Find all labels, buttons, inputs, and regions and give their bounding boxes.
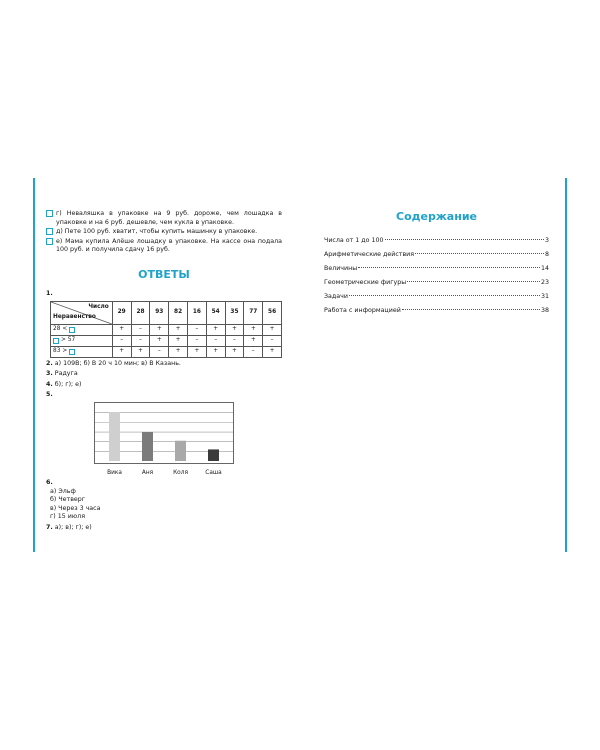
chart-bar-1 [109,413,120,461]
table-row [51,335,282,346]
q3-answer: Радуга [54,370,78,378]
chart-bar-3 [175,441,186,461]
table-number-cell: 16 [187,301,206,324]
table-cell: – [225,335,244,346]
table-row [51,324,282,335]
q5 [46,391,282,400]
toc-leader-dots [385,239,544,240]
row-operator: < [62,325,68,332]
blank-box[interactable] [69,327,75,333]
toc-entry-title: Задачи [324,293,348,300]
q7-number: 7. [46,523,53,531]
table-corner-cell [51,301,113,324]
chart-category-label: Коля [173,470,188,477]
toc-entry[interactable] [324,265,549,272]
toc-entry-title: Величины [324,265,358,272]
q2 [46,360,282,369]
left-accent-line [33,178,35,552]
table-number-cell: 35 [225,301,244,324]
toc-entry[interactable] [324,293,549,300]
table-cell: + [187,346,206,357]
chart-category-label: Саша [205,470,222,477]
row-suffix: 57 [67,336,76,343]
toc-entry-page: 8 [544,251,549,258]
table-cell: – [187,324,206,335]
option-g-checkbox[interactable] [46,210,53,217]
toc-entry[interactable] [324,279,549,286]
table-cell: + [244,335,263,346]
option-e-checkbox[interactable] [46,238,53,245]
row-label-cell [51,335,113,346]
q1-number: 1. [46,290,53,298]
option-d [46,228,282,237]
toc-entry[interactable] [324,251,549,258]
q4-number: 4. [46,380,53,388]
table-cell: – [206,335,225,346]
table-number-cell: 77 [244,301,263,324]
answers-title: ОТВЕТЫ [138,267,190,281]
table-cell: + [150,324,169,335]
toc-entry-title: Арифметические действия [324,251,415,258]
table-cell: – [187,335,206,346]
toc-entry[interactable] [324,307,549,314]
toc-leader-dots [402,309,540,310]
row-prefix: 83 [53,347,61,354]
chart-category-labels [94,467,234,477]
q3-number: 3. [46,370,53,378]
bar-chart [94,402,282,478]
row-prefix: 28 [53,325,61,332]
option-d-checkbox[interactable] [46,228,53,235]
table-cell: + [150,335,169,346]
toc-entry-title: Работа с информацией [324,307,401,314]
toc-entry-page: 14 [540,265,549,272]
chart-canvas [94,402,234,464]
q6-item: в) Через 3 часа [50,504,101,512]
table-cell: – [112,335,131,346]
table-cell: + [206,324,225,335]
table-number-cell: 56 [263,301,282,324]
table-cell: + [169,335,188,346]
toc-entry-page: 3 [544,237,549,244]
option-g [46,210,282,227]
table-cell: + [169,324,188,335]
table-cell: + [263,346,282,357]
blank-box[interactable] [69,349,75,355]
toc-entry-title: Числа от 1 до 100 [324,237,384,244]
toc-leader-dots [407,281,540,282]
option-e-text: е) Мама купила Алёше лошадку в упаковке. На кассе она подала 100 руб. и получила сдачу 16 руб. [56,237,282,253]
table-cell: + [225,324,244,335]
inequality-table [50,301,282,358]
q6-number: 6. [46,479,53,487]
option-e [46,238,282,255]
table-number-cell: 93 [150,301,169,324]
q4-answer: б); г); е) [54,380,82,388]
right-page [324,210,549,321]
toc-leader-dots [415,253,544,254]
option-d-text: д) Пете 100 руб. хватит, чтобы купить машинку в упаковке. [56,228,258,235]
toc-entry-page: 31 [540,293,549,300]
table-cell: + [112,346,131,357]
toc-entry-title: Геометрические фигуры [324,279,407,286]
row-operator: > [61,336,66,343]
table-cell: + [206,346,225,357]
toc-entry-page: 23 [540,279,549,286]
table-header-row [51,301,282,324]
table-number-cell: 82 [169,301,188,324]
toc-entry-page: 38 [540,307,549,314]
toc-entry[interactable] [324,237,549,244]
table-cell: – [150,346,169,357]
q4 [46,381,282,390]
table-cell: + [263,324,282,335]
table-cell: + [112,324,131,335]
q6-item: г) 15 июля [50,513,85,521]
q2-answer: а) 109В; б) В 20 ч 10 мин; в) В Казань. [54,359,181,367]
table-number-cell: 29 [112,301,131,324]
toc-leader-dots [358,267,540,268]
q3 [46,370,282,379]
row-label-cell [51,324,113,335]
header-number-label: Число [88,303,109,310]
toc-leader-dots [349,295,540,296]
table-cell: – [263,335,282,346]
q2-number: 2. [46,359,53,367]
row-label-cell [51,346,113,357]
table-cell: – [244,346,263,357]
blank-box[interactable] [53,338,59,344]
toc-title: Содержание [396,210,477,223]
right-accent-line [565,178,567,552]
header-inequality-label: Неравенство [53,314,96,321]
chart-category-label: Аня [141,470,154,477]
chart-bar-4 [208,449,219,461]
q7 [46,524,282,533]
q5-number: 5. [46,391,53,399]
table-row [51,346,282,357]
table-number-cell: 54 [206,301,225,324]
table-cell: + [225,346,244,357]
q6-item: б) Четверг [50,496,86,504]
option-g-text: г) Неваляшка в упаковке на 9 руб. дороже, чем лошадка в упаковке и на 6 руб. дешевле, чем кукла в упаковке. [56,210,282,226]
q6-item: а) Эльф [50,487,76,495]
chart-category-label: Вика [107,470,122,477]
left-page [46,210,282,532]
q7-answer: а); в); г); е) [54,523,92,531]
table-cell: + [169,346,188,357]
table-cell: + [244,324,263,335]
table-cell: – [131,324,150,335]
table-cell: + [131,346,150,357]
chart-bar-2 [142,432,153,461]
row-operator: > [62,347,68,354]
table-number-cell: 28 [131,301,150,324]
table-cell: – [131,335,150,346]
q6 [46,479,282,522]
